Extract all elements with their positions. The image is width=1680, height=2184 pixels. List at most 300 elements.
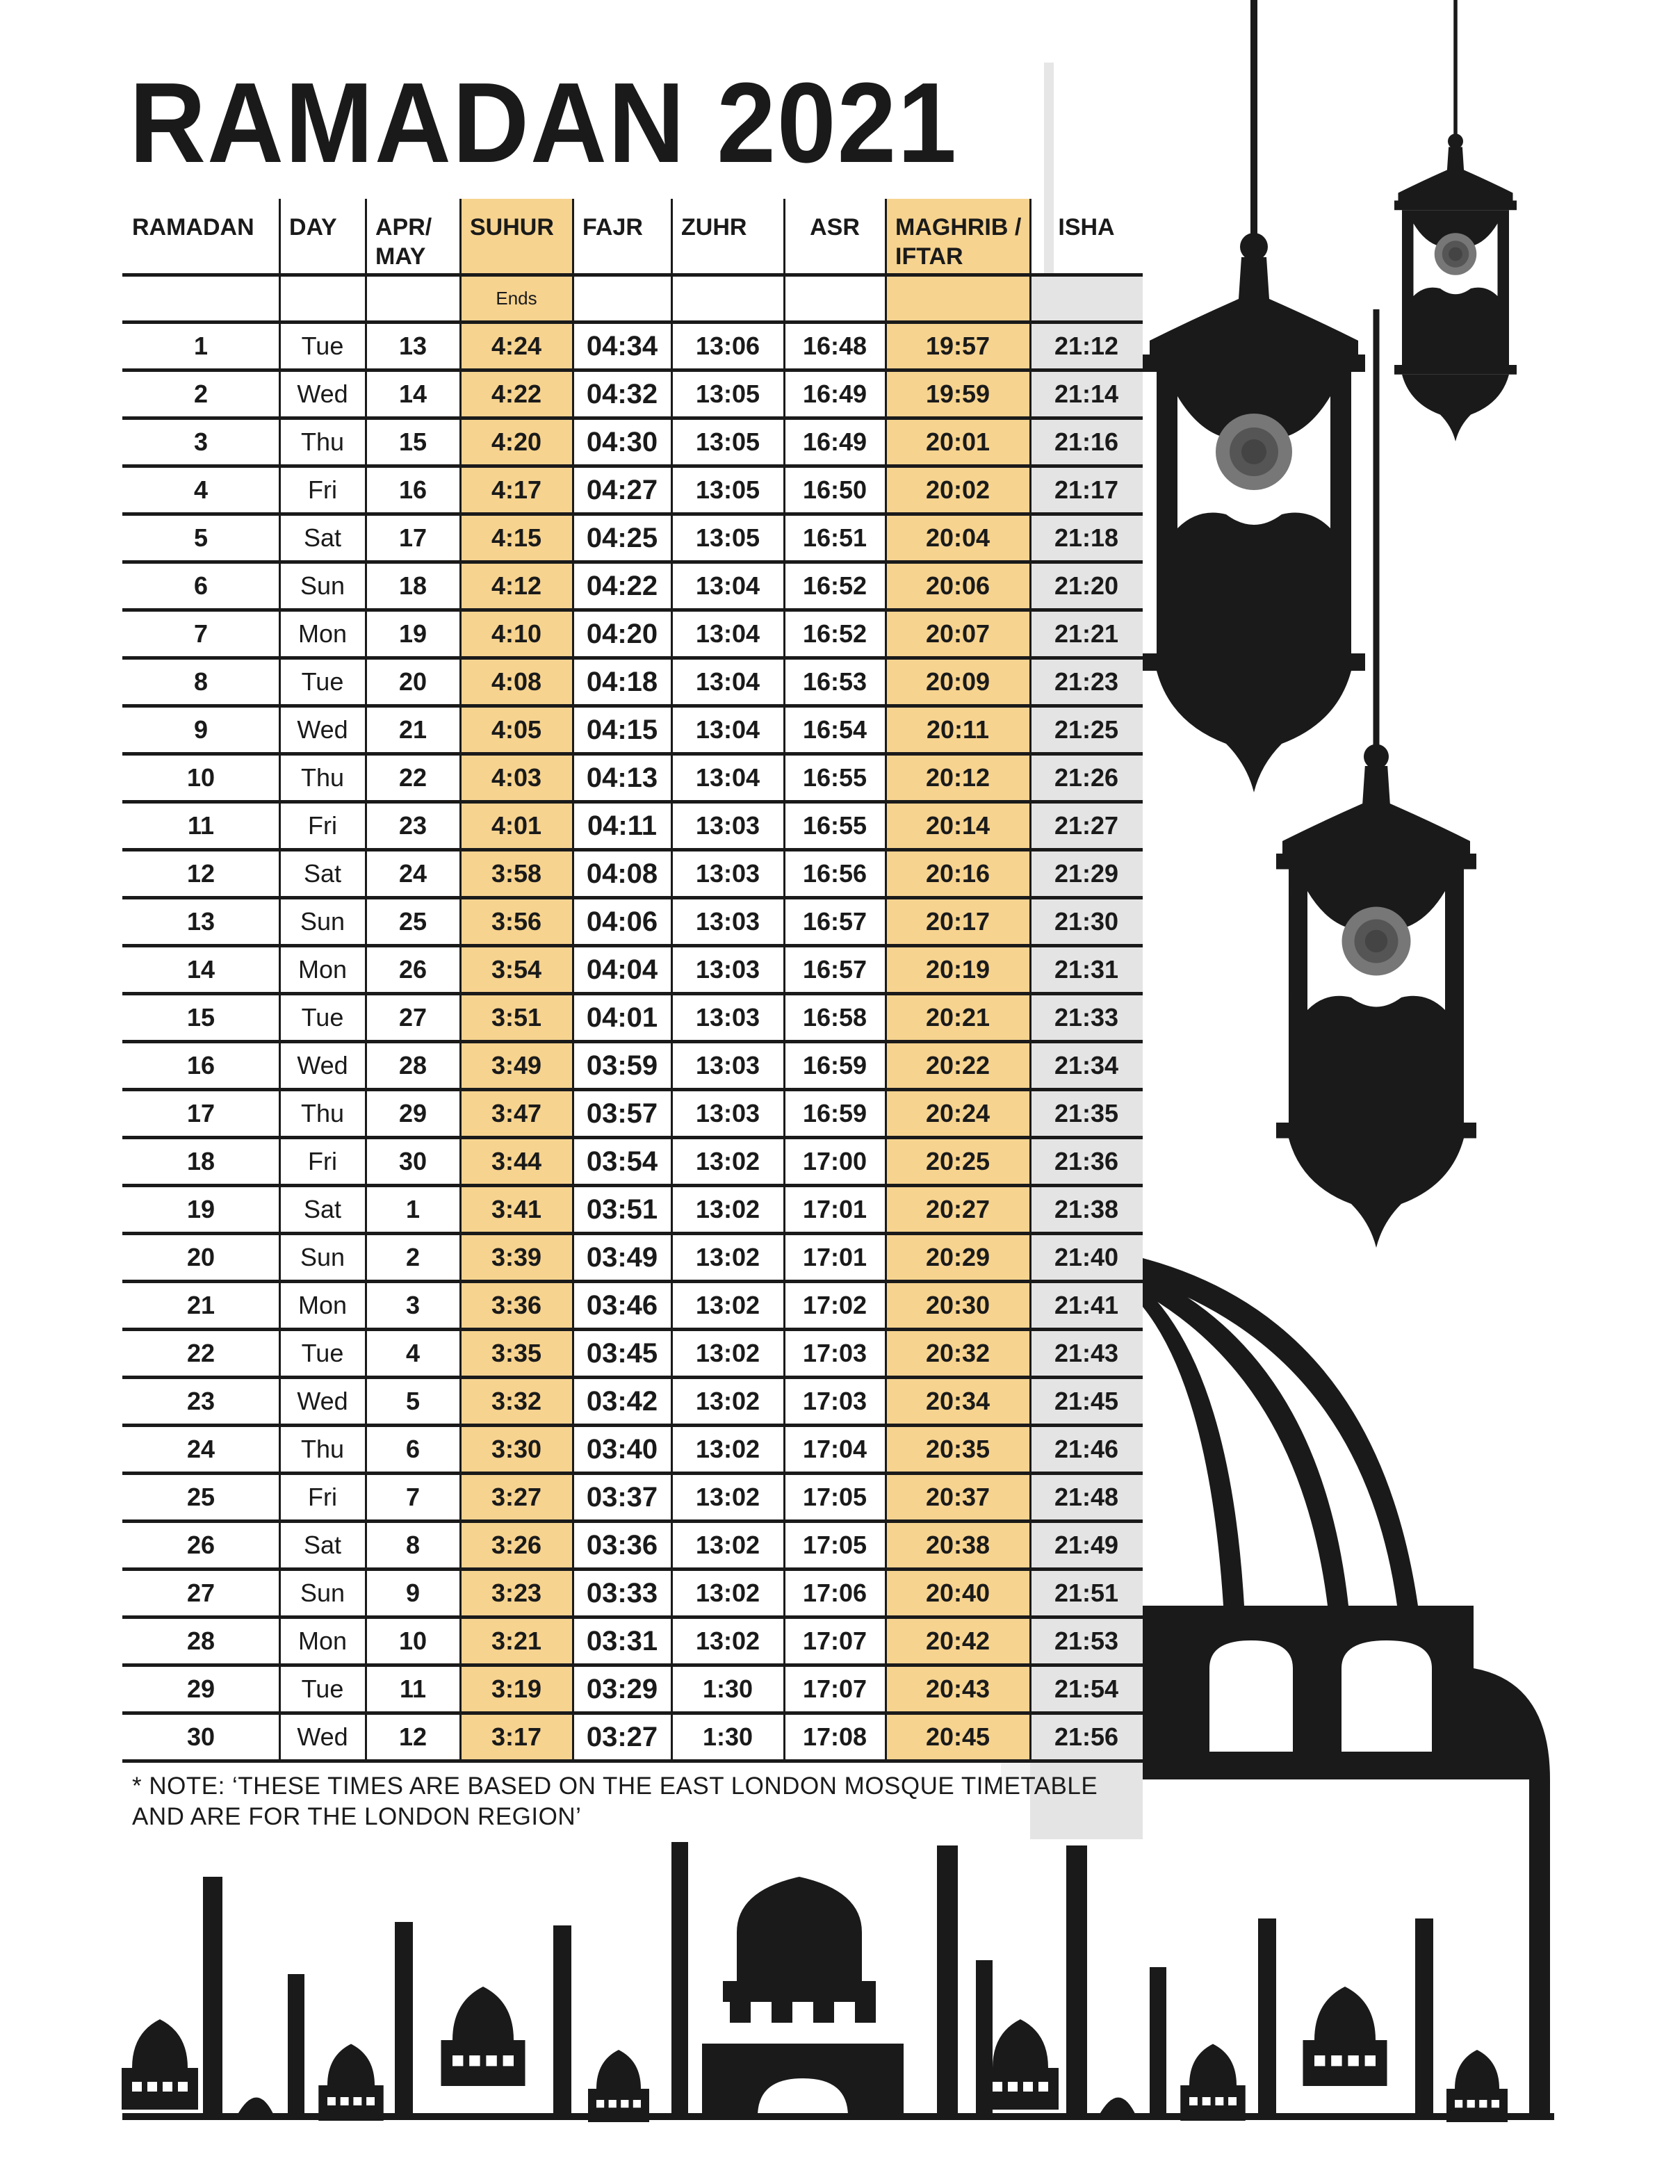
suhur-cell: 3:41 <box>491 1195 542 1223</box>
date-cell: 12 <box>398 1722 427 1751</box>
date-cell: 25 <box>398 907 427 936</box>
suhur-cell: 4:01 <box>491 811 542 840</box>
suhur-cell: 4:22 <box>491 380 542 408</box>
date-cell: 10 <box>398 1627 427 1655</box>
ramadan-day-cell: 24 <box>186 1435 215 1463</box>
maghrib-cell: 20:25 <box>925 1147 990 1175</box>
isha-cell: 21:48 <box>1054 1483 1119 1511</box>
zuhr-cell: 13:03 <box>695 907 760 936</box>
table-row <box>122 1283 1143 1331</box>
date-cell: 4 <box>405 1339 421 1367</box>
weekday-cell: Mon <box>297 1291 348 1319</box>
zuhr-cell: 13:02 <box>695 1147 760 1175</box>
weekday-cell: Mon <box>297 1627 348 1655</box>
asr-cell: 16:57 <box>802 907 867 936</box>
fajr-cell: 04:34 <box>586 330 658 361</box>
asr-cell: 17:06 <box>802 1579 867 1607</box>
weekday-cell: Sat <box>303 1531 342 1559</box>
asr-cell: 16:51 <box>802 523 867 552</box>
table-row <box>122 468 1143 516</box>
ramadan-day-cell: 3 <box>193 427 209 456</box>
zuhr-cell: 13:02 <box>695 1435 760 1463</box>
weekday-cell: Wed <box>297 1722 348 1751</box>
table-row <box>122 1667 1143 1715</box>
zuhr-cell: 13:04 <box>695 571 760 600</box>
isha-cell: 21:41 <box>1054 1291 1119 1319</box>
weekday-cell: Mon <box>297 619 348 648</box>
zuhr-cell: 13:02 <box>695 1531 760 1559</box>
weekday-cell: Tue <box>301 1674 344 1703</box>
note-line-1: * NOTE: ‘THESE TIMES ARE BASED ON THE EAST LONDON MOSQUE TIMETABLE <box>132 1773 1098 1800</box>
maghrib-cell: 20:17 <box>925 907 990 936</box>
maghrib-cell: 20:30 <box>925 1291 990 1319</box>
suhur-cell: 3:51 <box>491 1003 542 1032</box>
maghrib-cell: 20:06 <box>925 571 990 600</box>
suhur-cell: 3:26 <box>491 1531 542 1559</box>
asr-cell: 16:55 <box>802 763 867 792</box>
date-cell: 27 <box>398 1003 427 1032</box>
asr-cell: 16:57 <box>802 955 867 984</box>
isha-cell: 21:14 <box>1054 380 1119 408</box>
table-row <box>122 708 1143 756</box>
table-row <box>122 1379 1143 1427</box>
isha-cell: 21:16 <box>1054 427 1119 456</box>
weekday-cell: Wed <box>297 380 348 408</box>
ramadan-day-cell: 17 <box>186 1099 215 1127</box>
date-cell: 1 <box>405 1195 421 1223</box>
table-row <box>122 516 1143 564</box>
zuhr-cell: 13:04 <box>695 667 760 696</box>
maghrib-cell: 19:59 <box>925 380 990 408</box>
column-divider <box>279 199 281 1763</box>
weekday-cell: Sun <box>300 907 345 936</box>
weekday-cell: Sat <box>303 1195 342 1223</box>
zuhr-cell: 1:30 <box>702 1722 753 1751</box>
suhur-cell: 4:12 <box>491 571 542 600</box>
ramadan-day-cell: 30 <box>186 1722 215 1751</box>
zuhr-cell: 13:02 <box>695 1387 760 1415</box>
ramadan-day-cell: 13 <box>186 907 215 936</box>
ramadan-day-cell: 15 <box>186 1003 215 1032</box>
ramadan-day-cell: 8 <box>193 667 209 696</box>
suhur-cell: 4:20 <box>491 427 542 456</box>
ramadan-day-cell: 14 <box>186 955 215 984</box>
isha-cell: 21:27 <box>1054 811 1119 840</box>
maghrib-cell: 20:12 <box>925 763 990 792</box>
subheader-row <box>122 277 1143 324</box>
column-divider <box>783 199 785 1763</box>
isha-cell: 21:23 <box>1054 667 1119 696</box>
fajr-cell: 03:31 <box>586 1625 658 1656</box>
table-row <box>122 1331 1143 1379</box>
fajr-cell: 04:08 <box>586 858 658 889</box>
column-divider <box>365 199 367 1763</box>
asr-cell: 17:03 <box>802 1339 867 1367</box>
fajr-cell: 03:40 <box>586 1433 658 1465</box>
asr-cell: 16:49 <box>802 427 867 456</box>
weekday-cell: Tue <box>301 332 344 360</box>
fajr-cell: 03:33 <box>586 1577 658 1608</box>
asr-cell: 16:52 <box>802 619 867 648</box>
column-divider <box>885 199 887 1763</box>
weekday-cell: Thu <box>300 427 345 456</box>
isha-cell: 21:53 <box>1054 1627 1119 1655</box>
fajr-cell: 03:59 <box>586 1050 658 1081</box>
zuhr-cell: 13:04 <box>695 619 760 648</box>
asr-cell: 17:02 <box>802 1291 867 1319</box>
header-ramadan-day: RAMADAN <box>132 214 254 241</box>
ramadan-day-cell: 21 <box>186 1291 215 1319</box>
date-cell: 11 <box>399 1674 427 1703</box>
maghrib-cell: 20:09 <box>925 667 990 696</box>
fajr-cell: 04:25 <box>586 522 658 553</box>
suhur-cell: 3:21 <box>491 1627 542 1655</box>
table-row <box>122 851 1143 899</box>
isha-cell: 21:45 <box>1054 1387 1119 1415</box>
suhur-cell: 3:54 <box>491 955 542 984</box>
fajr-cell: 04:13 <box>586 762 658 793</box>
ramadan-day-cell: 11 <box>187 811 215 840</box>
suhur-cell: 3:27 <box>491 1483 542 1511</box>
isha-cell: 21:36 <box>1054 1147 1119 1175</box>
weekday-cell: Mon <box>297 955 348 984</box>
asr-cell: 16:56 <box>802 859 867 888</box>
ramadan-day-cell: 28 <box>186 1627 215 1655</box>
zuhr-cell: 13:05 <box>695 380 760 408</box>
date-cell: 19 <box>398 619 427 648</box>
date-cell: 15 <box>398 427 427 456</box>
table-row <box>122 899 1143 947</box>
asr-cell: 16:48 <box>802 332 867 360</box>
fajr-cell: 04:01 <box>586 1002 658 1033</box>
maghrib-cell: 20:38 <box>925 1531 990 1559</box>
header-isha: ISHA <box>1058 214 1115 241</box>
date-cell: 16 <box>398 475 427 504</box>
maghrib-cell: 20:45 <box>925 1722 990 1751</box>
zuhr-cell: 13:02 <box>695 1291 760 1319</box>
fajr-cell: 03:45 <box>586 1337 658 1369</box>
date-cell: 8 <box>405 1531 421 1559</box>
weekday-cell: Sun <box>300 1243 345 1271</box>
fajr-cell: 04:15 <box>586 714 658 745</box>
maghrib-cell: 20:29 <box>925 1243 990 1271</box>
fajr-cell: 04:11 <box>587 810 658 841</box>
weekday-cell: Thu <box>300 763 345 792</box>
date-cell: 7 <box>405 1483 421 1511</box>
suhur-cell: 4:08 <box>491 667 542 696</box>
suhur-ends-label: Ends <box>496 288 537 309</box>
weekday-cell: Thu <box>300 1435 345 1463</box>
date-cell: 3 <box>405 1291 421 1319</box>
fajr-cell: 04:18 <box>586 666 658 697</box>
isha-cell: 21:43 <box>1054 1339 1119 1367</box>
maghrib-cell: 20:32 <box>925 1339 990 1367</box>
date-cell: 21 <box>398 715 427 744</box>
asr-cell: 17:05 <box>802 1483 867 1511</box>
maghrib-cell: 20:22 <box>925 1051 990 1079</box>
weekday-cell: Wed <box>297 715 348 744</box>
weekday-cell: Sun <box>300 571 345 600</box>
table-row <box>122 1091 1143 1139</box>
mosque-skyline-icon <box>122 1845 1554 2122</box>
zuhr-cell: 13:04 <box>695 715 760 744</box>
fajr-cell: 03:49 <box>586 1241 658 1273</box>
weekday-cell: Fri <box>308 1147 337 1175</box>
table-row <box>122 756 1143 804</box>
table-header-row <box>122 199 1143 277</box>
maghrib-cell: 20:42 <box>925 1627 990 1655</box>
fajr-cell: 03:54 <box>586 1146 658 1177</box>
header-maghrib: MAGHRIB / IFTAR <box>895 214 1022 270</box>
asr-cell: 17:05 <box>802 1531 867 1559</box>
zuhr-cell: 13:03 <box>695 1051 760 1079</box>
table-row <box>122 372 1143 420</box>
zuhr-cell: 13:03 <box>695 811 760 840</box>
timetable-note <box>132 1771 1098 1832</box>
asr-cell: 16:59 <box>802 1051 867 1079</box>
weekday-cell: Fri <box>308 811 337 840</box>
isha-cell: 21:34 <box>1054 1051 1119 1079</box>
zuhr-cell: 1:30 <box>702 1674 753 1703</box>
isha-cell: 21:30 <box>1054 907 1119 936</box>
maghrib-cell: 20:43 <box>925 1674 990 1703</box>
maghrib-cell: 20:01 <box>925 427 990 456</box>
ramadan-day-cell: 2 <box>193 380 209 408</box>
ramadan-day-cell: 26 <box>186 1531 215 1559</box>
asr-cell: 16:54 <box>802 715 867 744</box>
lantern-icon <box>1276 309 1476 1248</box>
table-row <box>122 1139 1143 1187</box>
suhur-cell: 3:30 <box>491 1435 542 1463</box>
ramadan-day-cell: 10 <box>186 763 215 792</box>
maghrib-cell: 20:34 <box>925 1387 990 1415</box>
zuhr-cell: 13:03 <box>695 1099 760 1127</box>
column-divider <box>671 199 673 1763</box>
column-divider <box>572 199 574 1763</box>
ramadan-day-cell: 18 <box>186 1147 215 1175</box>
isha-cell: 21:33 <box>1054 1003 1119 1032</box>
isha-cell: 21:18 <box>1054 523 1119 552</box>
maghrib-cell: 20:16 <box>925 859 990 888</box>
maghrib-cell: 20:14 <box>925 811 990 840</box>
ramadan-day-cell: 19 <box>186 1195 215 1223</box>
asr-cell: 17:03 <box>802 1387 867 1415</box>
fajr-cell: 03:57 <box>586 1098 658 1129</box>
maghrib-cell: 20:11 <box>926 715 990 744</box>
suhur-cell: 4:24 <box>491 332 542 360</box>
table-row <box>122 660 1143 708</box>
weekday-cell: Sat <box>303 523 342 552</box>
header-weekday: DAY <box>289 214 337 241</box>
fajr-cell: 04:06 <box>586 906 658 937</box>
header-date: APR/ MAY <box>375 214 432 270</box>
table-row <box>122 564 1143 612</box>
date-cell: 23 <box>398 811 427 840</box>
suhur-cell: 4:03 <box>491 763 542 792</box>
date-cell: 5 <box>405 1387 421 1415</box>
fajr-cell: 03:46 <box>586 1289 658 1321</box>
fajr-cell: 03:51 <box>586 1193 658 1225</box>
date-cell: 6 <box>405 1435 421 1463</box>
weekday-cell: Fri <box>308 475 337 504</box>
isha-cell: 21:12 <box>1054 332 1119 360</box>
zuhr-cell: 13:03 <box>695 1003 760 1032</box>
asr-cell: 17:07 <box>802 1674 867 1703</box>
isha-cell: 21:26 <box>1054 763 1119 792</box>
zuhr-cell: 13:02 <box>695 1243 760 1271</box>
header-asr: ASR <box>810 214 860 241</box>
maghrib-cell: 20:19 <box>925 955 990 984</box>
page-title: RAMADAN 2021 <box>129 59 958 186</box>
suhur-cell: 3:47 <box>491 1099 542 1127</box>
weekday-cell: Wed <box>297 1387 348 1415</box>
date-cell: 26 <box>398 955 427 984</box>
table-row <box>122 947 1143 995</box>
ramadan-day-cell: 20 <box>186 1243 215 1271</box>
zuhr-cell: 13:02 <box>695 1627 760 1655</box>
zuhr-cell: 13:05 <box>695 427 760 456</box>
fajr-cell: 04:22 <box>586 570 658 601</box>
note-line-2: AND ARE FOR THE LONDON REGION’ <box>132 1803 582 1830</box>
table-row <box>122 1235 1143 1283</box>
table-row <box>122 612 1143 660</box>
maghrib-cell: 19:57 <box>925 332 990 360</box>
isha-cell: 21:56 <box>1054 1722 1119 1751</box>
asr-cell: 16:53 <box>802 667 867 696</box>
asr-cell: 16:50 <box>802 475 867 504</box>
zuhr-cell: 13:02 <box>695 1339 760 1367</box>
ramadan-day-cell: 7 <box>193 619 209 648</box>
suhur-cell: 4:15 <box>491 523 542 552</box>
date-cell: 30 <box>398 1147 427 1175</box>
lantern-icon <box>1143 0 1365 792</box>
weekday-cell: Sat <box>303 859 342 888</box>
date-cell: 24 <box>398 859 427 888</box>
fajr-cell: 03:37 <box>586 1481 658 1513</box>
suhur-cell: 4:10 <box>491 619 542 648</box>
table-row <box>122 1715 1143 1763</box>
ramadan-day-cell: 23 <box>186 1387 215 1415</box>
maghrib-cell: 20:24 <box>925 1099 990 1127</box>
table-row <box>122 420 1143 468</box>
suhur-cell: 3:36 <box>491 1291 542 1319</box>
ramadan-day-cell: 12 <box>186 859 215 888</box>
asr-cell: 17:00 <box>802 1147 867 1175</box>
table-row <box>122 1475 1143 1523</box>
isha-cell: 21:17 <box>1054 475 1119 504</box>
maghrib-cell: 20:02 <box>925 475 990 504</box>
asr-cell: 16:49 <box>802 380 867 408</box>
isha-cell: 21:38 <box>1054 1195 1119 1223</box>
column-divider <box>1029 199 1031 1763</box>
isha-cell: 21:51 <box>1054 1579 1119 1607</box>
fajr-cell: 03:27 <box>586 1721 658 1752</box>
isha-cell: 21:46 <box>1054 1435 1119 1463</box>
date-cell: 29 <box>398 1099 427 1127</box>
fajr-cell: 03:42 <box>586 1385 658 1417</box>
weekday-cell: Sun <box>300 1579 345 1607</box>
zuhr-cell: 13:05 <box>695 475 760 504</box>
suhur-cell: 4:05 <box>491 715 542 744</box>
weekday-cell: Thu <box>300 1099 345 1127</box>
table-row <box>122 324 1143 372</box>
suhur-cell: 3:35 <box>491 1339 542 1367</box>
table-row <box>122 995 1143 1043</box>
suhur-cell: 3:17 <box>491 1722 542 1751</box>
ramadan-day-cell: 1 <box>193 332 209 360</box>
lantern-icon <box>1394 0 1517 441</box>
isha-cell: 21:21 <box>1054 619 1119 648</box>
asr-cell: 16:52 <box>802 571 867 600</box>
ramadan-day-cell: 6 <box>193 571 209 600</box>
fajr-cell: 03:29 <box>586 1673 658 1704</box>
ramadan-day-cell: 5 <box>193 523 209 552</box>
maghrib-cell: 20:27 <box>925 1195 990 1223</box>
ramadan-day-cell: 22 <box>186 1339 215 1367</box>
suhur-cell: 3:23 <box>491 1579 542 1607</box>
asr-cell: 16:58 <box>802 1003 867 1032</box>
header-zuhr: ZUHR <box>681 214 747 241</box>
date-cell: 18 <box>398 571 427 600</box>
fajr-cell: 04:30 <box>586 426 658 457</box>
table-row <box>122 1619 1143 1667</box>
ramadan-day-cell: 29 <box>186 1674 215 1703</box>
column-divider <box>459 199 462 1763</box>
maghrib-cell: 20:07 <box>925 619 990 648</box>
asr-cell: 17:04 <box>802 1435 867 1463</box>
table-row <box>122 1571 1143 1619</box>
date-cell: 2 <box>405 1243 421 1271</box>
asr-cell: 17:08 <box>802 1722 867 1751</box>
maghrib-cell: 20:21 <box>925 1003 990 1032</box>
table-row <box>122 1427 1143 1475</box>
asr-cell: 16:59 <box>802 1099 867 1127</box>
suhur-cell: 3:58 <box>491 859 542 888</box>
weekday-cell: Tue <box>301 667 344 696</box>
table-row <box>122 1043 1143 1091</box>
ramadan-day-cell: 4 <box>193 475 209 504</box>
ramadan-day-cell: 25 <box>186 1483 215 1511</box>
fajr-cell: 03:36 <box>586 1529 658 1560</box>
ramadan-day-cell: 27 <box>186 1579 215 1607</box>
zuhr-cell: 13:03 <box>695 955 760 984</box>
table-row <box>122 1523 1143 1571</box>
zuhr-cell: 13:04 <box>695 763 760 792</box>
date-cell: 14 <box>398 380 427 408</box>
weekday-cell: Tue <box>301 1003 344 1032</box>
suhur-cell: 4:17 <box>491 475 542 504</box>
date-cell: 9 <box>405 1579 421 1607</box>
suhur-cell: 3:39 <box>491 1243 542 1271</box>
table-row <box>122 1187 1143 1235</box>
isha-cell: 21:40 <box>1054 1243 1119 1271</box>
isha-cell: 21:20 <box>1054 571 1119 600</box>
suhur-cell: 3:44 <box>491 1147 542 1175</box>
zuhr-cell: 13:02 <box>695 1483 760 1511</box>
suhur-cell: 3:32 <box>491 1387 542 1415</box>
header-suhur: SUHUR <box>470 214 554 241</box>
fajr-cell: 04:20 <box>586 618 658 649</box>
header-fajr: FAJR <box>582 214 643 241</box>
zuhr-cell: 13:02 <box>695 1579 760 1607</box>
asr-cell: 17:01 <box>802 1243 867 1271</box>
date-cell: 22 <box>398 763 427 792</box>
maghrib-cell: 20:37 <box>925 1483 990 1511</box>
date-cell: 28 <box>398 1051 427 1079</box>
fajr-cell: 04:04 <box>586 954 658 985</box>
zuhr-cell: 13:06 <box>695 332 760 360</box>
fajr-cell: 04:27 <box>586 474 658 505</box>
